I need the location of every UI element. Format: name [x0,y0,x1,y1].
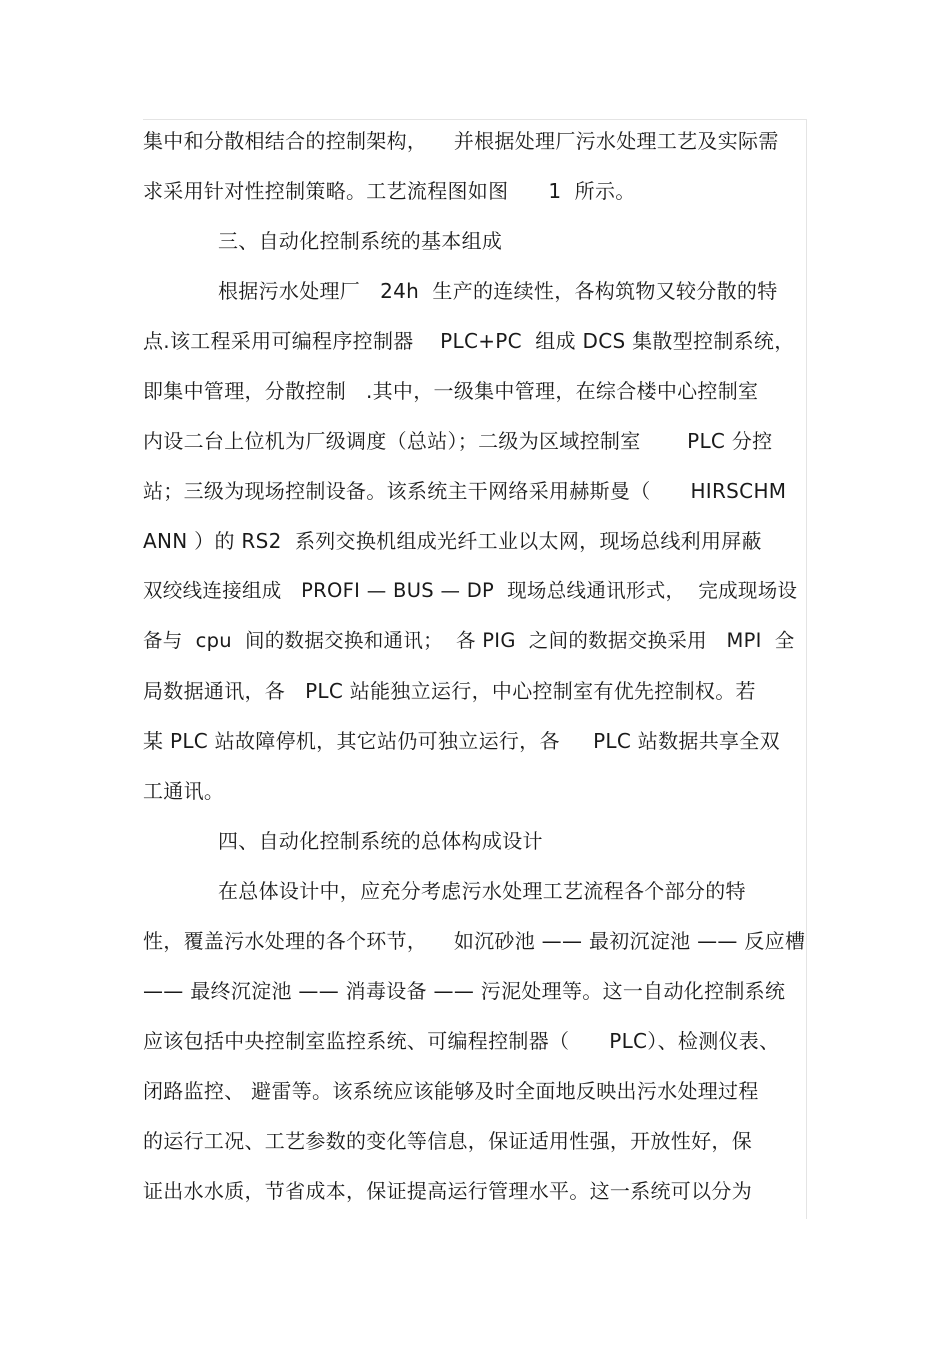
paragraph-line: 备与 cpu 间的数据交换和通讯； 各 PIG 之间的数据交换采用 MPI 全 [143,629,795,652]
paragraph-line: 求采用针对性控制策略。工艺流程图如图 1 所示。 [143,179,636,203]
section-heading: 三、自动化控制系统的基本组成 [218,229,503,253]
section-heading: 四、自动化控制系统的总体构成设计 [218,829,543,853]
paragraph-line: 点.该工程采用可编程序控制器 PLC+PC 组成 DCS 集散型控制系统， [143,329,795,353]
paragraph-line: 集中和分散相结合的控制架构， 并根据处理厂污水处理工艺及实际需 [143,129,779,153]
paragraph-line: 局数据通讯，各 PLC 站能独立运行，中心控制室有优先控制权。若 [143,679,756,703]
paragraph-line: 内设二台上位机为厂级调度（总站）；二级为区域控制室 PLC 分控 [143,429,773,453]
paragraph-line: 某 PLC 站故障停机，其它站仍可独立运行，各 PLC 站数据共享全双 [143,729,780,753]
paragraph-line: 工通讯。 [143,779,225,803]
paragraph-line: 即集中管理，分散控制 .其中，一级集中管理，在综合楼中心控制室 [143,379,759,403]
paragraph-line: 在总体设计中，应充分考虑污水处理工艺流程各个部分的特 [218,879,746,903]
paragraph-line: 双绞线连接组成 PROFI — BUS — DP 现场总线通讯形式， 完成现场设 [143,579,798,602]
paragraph-line: 站；三级为现场控制设备。该系统主干网络采用赫斯曼（ HIRSCHM [143,479,787,503]
paragraph-line: 应该包括中央控制室监控系统、可编程控制器（ PLC）、检测仪表、 [143,1029,780,1053]
paragraph-line: 证出水水质，节省成本，保证提高运行管理水平。这一系统可以分为 [143,1179,752,1203]
paragraph-line: 的运行工况、工艺参数的变化等信息，保证适用性强，开放性好，保 [143,1129,752,1153]
paragraph-line: 闭路监控、 避雷等。该系统应该能够及时全面地反映出污水处理过程 [143,1079,759,1103]
paragraph-line: ANN ）的 RS2 系列交换机组成光纤工业以太网，现场总线利用屏蔽 [143,529,762,553]
paragraph-line: 根据污水处理厂 24h 生产的连续性，各构筑物又较分散的特 [218,279,778,303]
paragraph-line: 性，覆盖污水处理的各个环节， 如沉砂池 —— 最初沉淀池 —— 反应槽 [143,929,806,953]
paragraph-line: —— 最终沉淀池 —— 消毒设备 —— 污泥处理等。这一自动化控制系统 [143,979,786,1003]
